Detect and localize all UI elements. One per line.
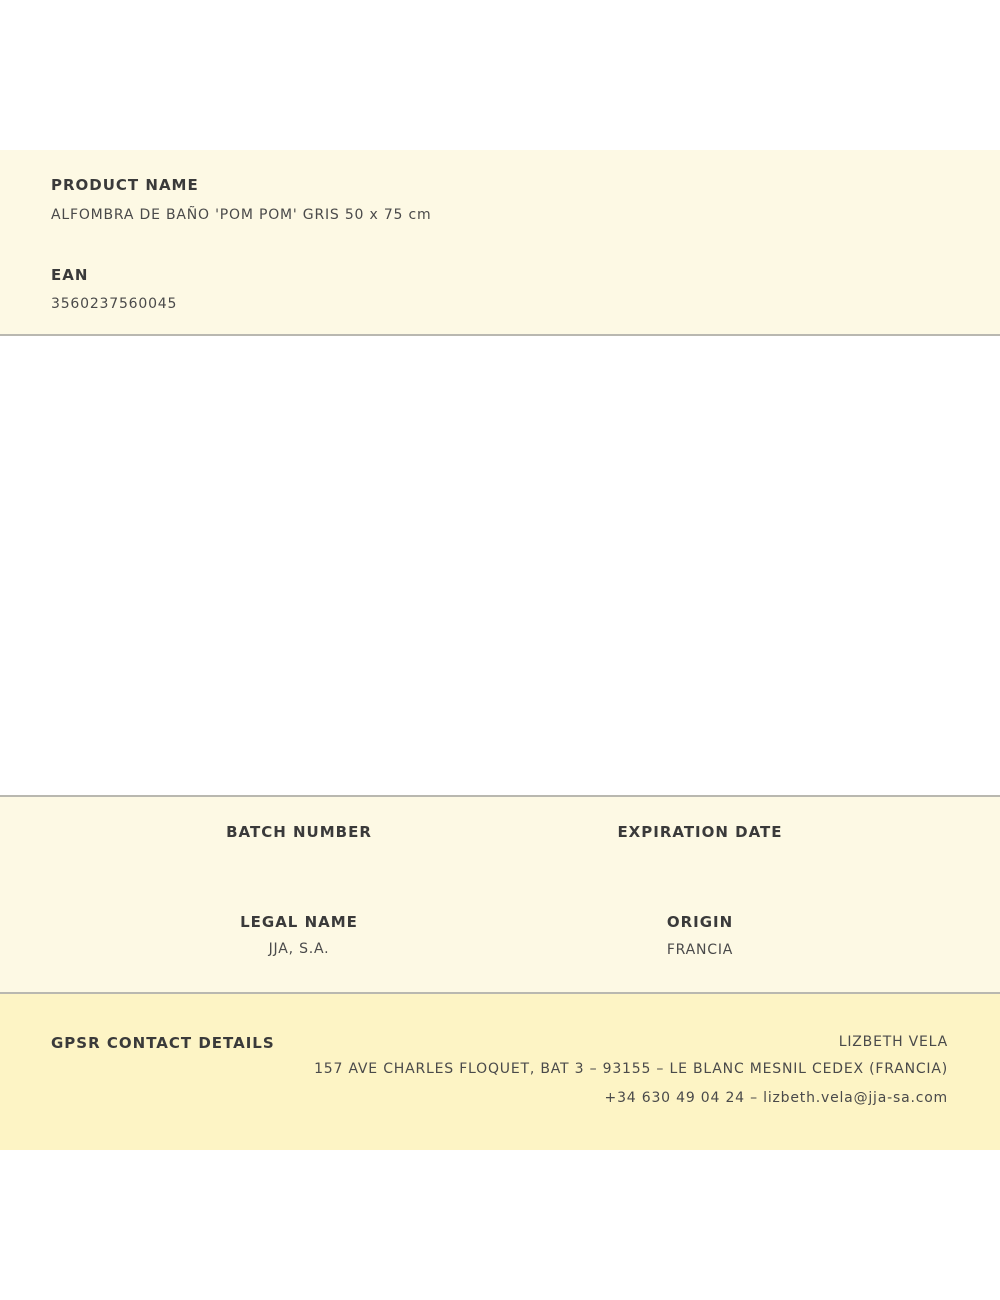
gpsr-contact-label: GPSR CONTACT DETAILS — [51, 1034, 275, 1052]
gpsr-contact-name: LIZBETH VELA — [838, 1034, 948, 1050]
ean-value: 3560237560045 — [51, 296, 178, 312]
ean-label: EAN — [51, 266, 89, 284]
expiration-date-field — [500, 823, 900, 853]
expiration-date-label: EXPIRATION DATE — [617, 823, 783, 841]
gpsr-contact-address: 157 AVE CHARLES FLOQUET, BAT 3 – 93155 – LE BLANC MESNIL CEDEX (FRANCIA) — [314, 1061, 948, 1077]
product-meta-band — [0, 795, 1000, 994]
gpsr-contact-phone-email: +34 630 49 04 24 – lizbeth.vela@jja-sa.com — [604, 1090, 948, 1106]
legal-name-value: JJA, S.A. — [268, 941, 330, 957]
legal-name-field — [99, 913, 499, 957]
origin-field — [500, 913, 900, 958]
product-name-value: ALFOMBRA DE BAÑO 'POM POM' GRIS 50 x 75 cm — [51, 207, 432, 223]
product-info-band — [0, 150, 1000, 336]
gpsr-contact-band — [0, 994, 1000, 1150]
origin-label: ORIGIN — [666, 913, 734, 931]
origin-value: FRANCIA — [666, 942, 734, 958]
batch-number-label: BATCH NUMBER — [226, 823, 372, 841]
batch-number-field — [99, 823, 499, 853]
legal-name-label: LEGAL NAME — [240, 913, 358, 931]
product-name-label: PRODUCT NAME — [51, 176, 199, 194]
